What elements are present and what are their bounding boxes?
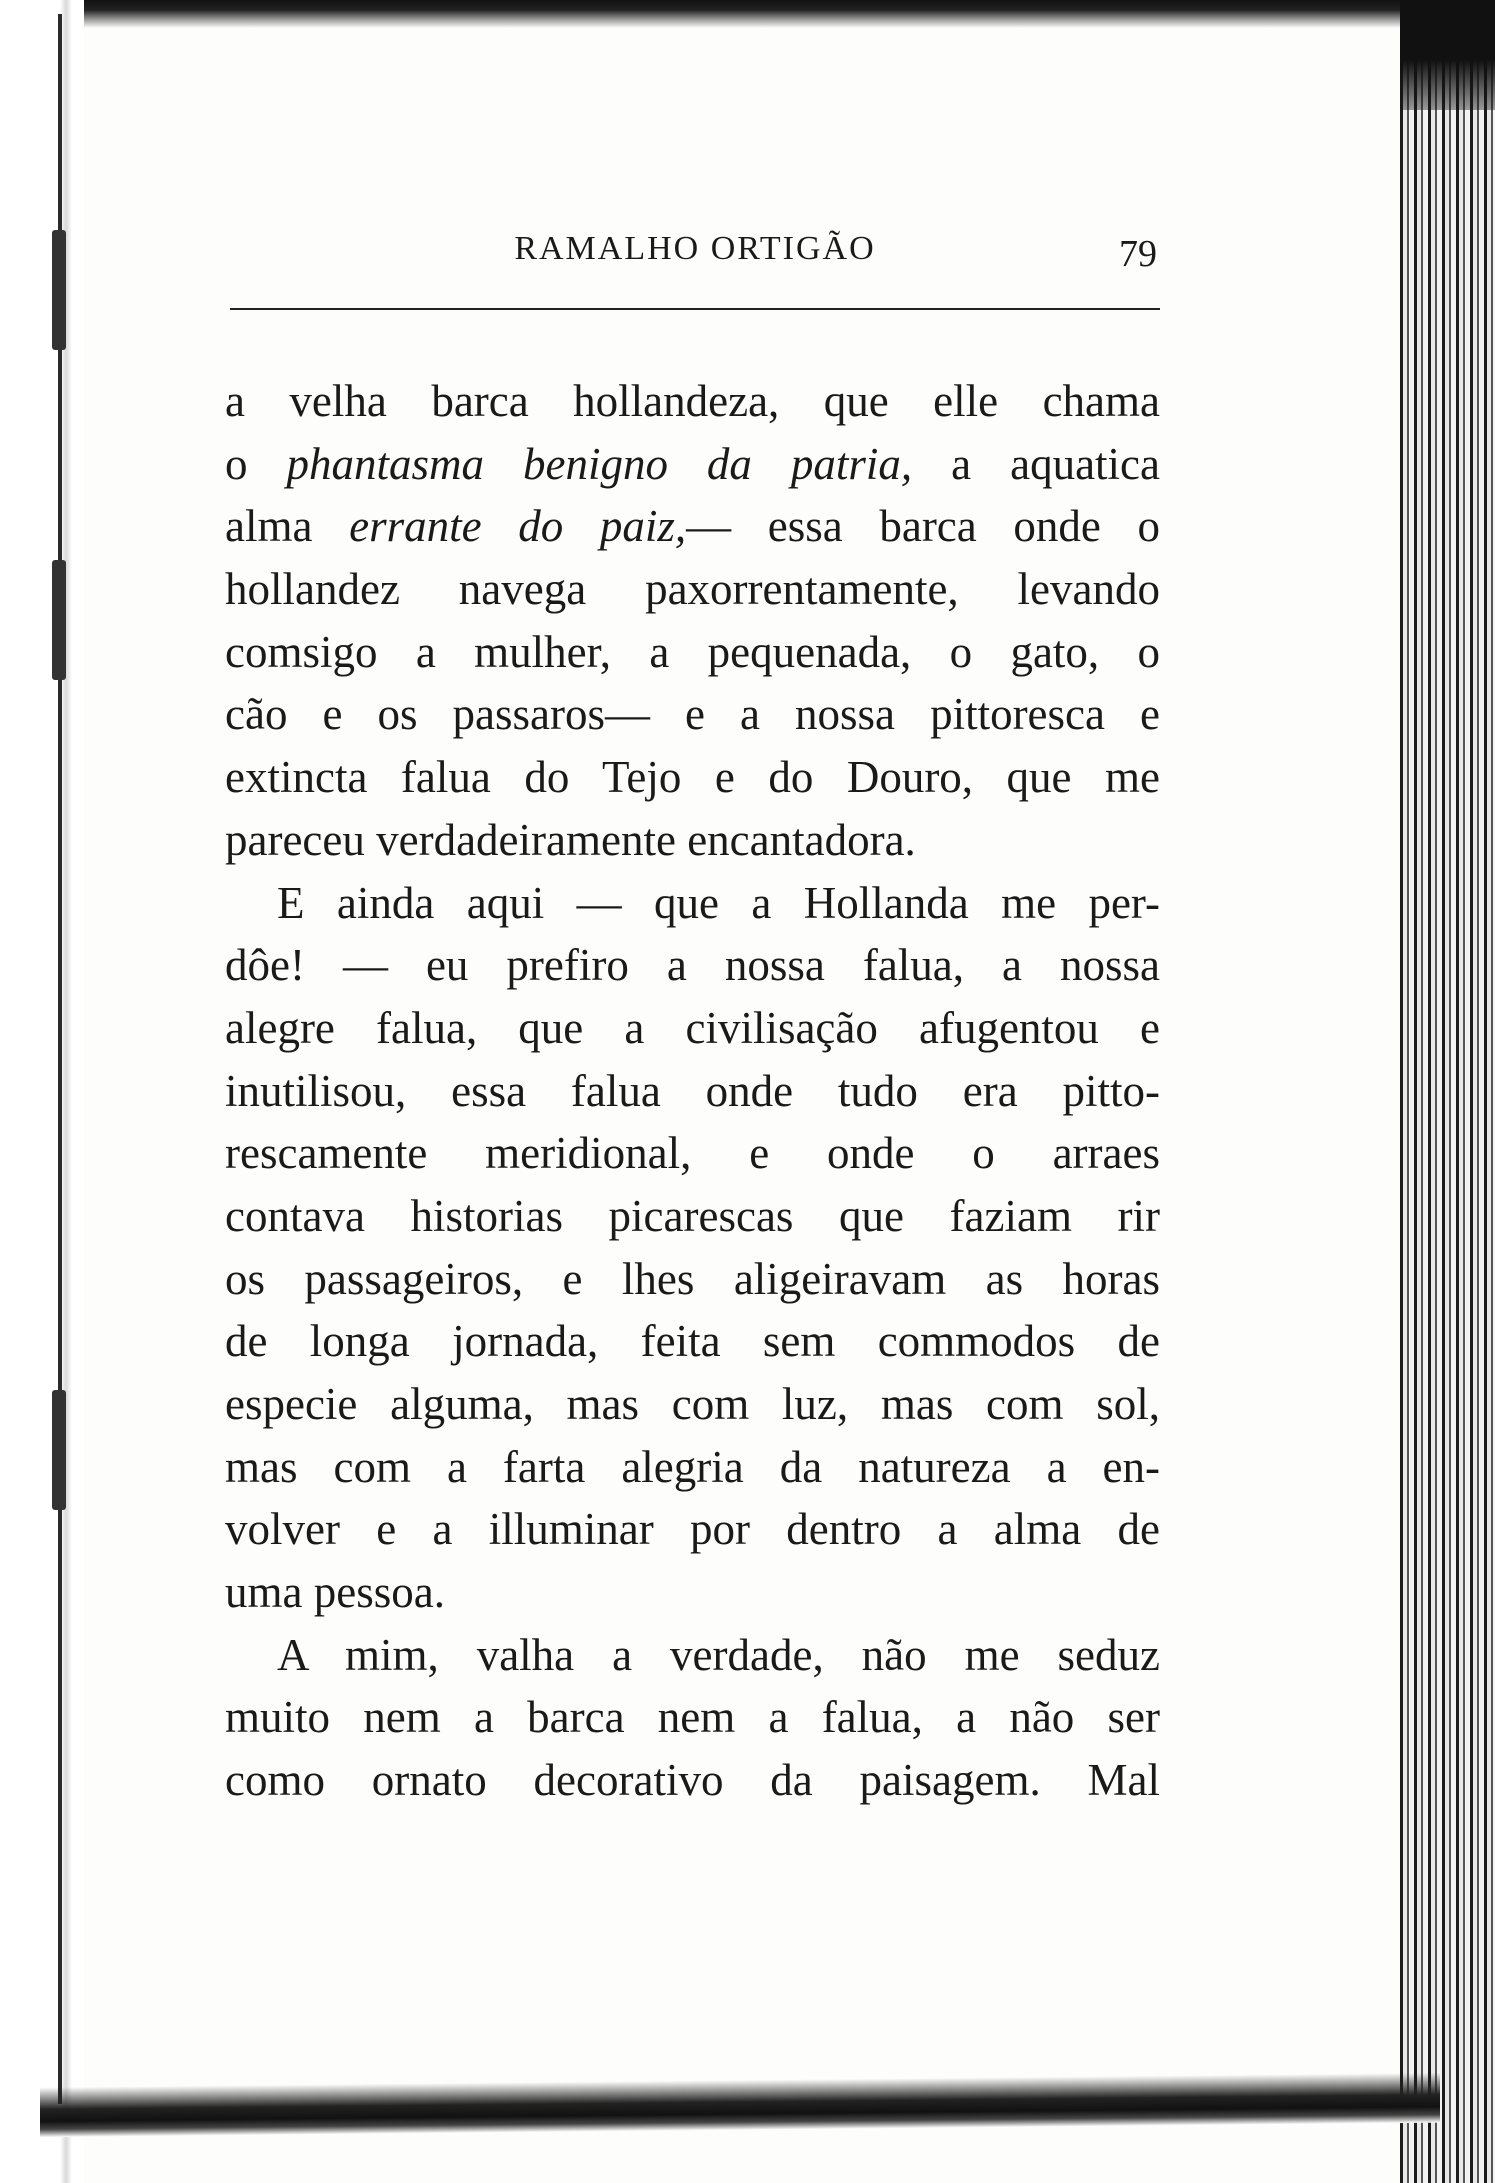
italic-text-segment: phantasma benigno da patria,: [286, 438, 913, 489]
text-line: [225, 1498, 1160, 1561]
text-line: [225, 1185, 1160, 1248]
text-segment: alegre falua, que a civilisação afugentou e: [225, 1002, 1160, 1053]
text-segment: cão e os passaros— e a nossa pittoresca e: [225, 689, 1160, 740]
text-segment: a velha barca hollandeza, que elle chama: [225, 376, 1160, 426]
text-line: [225, 1122, 1160, 1185]
text-segment: especie alguma, mas com luz, mas com sol,: [225, 1379, 1160, 1429]
text-line: [225, 1686, 1160, 1749]
text-segment: E ainda aqui — que a Hollanda me per-: [277, 877, 1160, 928]
text-line: [225, 433, 1160, 496]
text-line: [225, 621, 1160, 684]
text-line: [225, 683, 1160, 746]
text-line: [225, 934, 1160, 997]
text-segment: hollandez navega paxorrentamente, levando: [225, 564, 1160, 615]
text-segment: extincta falua do Tejo e do Douro, que me: [225, 752, 1160, 803]
text-line: [225, 558, 1160, 621]
page-number: 79: [1119, 233, 1157, 275]
text-segment: comsigo a mulher, a pequenada, o gato, o: [225, 626, 1160, 677]
scan-left-mark: [52, 560, 66, 680]
text-line: [225, 370, 1160, 433]
scan-left-mark: [52, 1390, 66, 1510]
text-line: [225, 1624, 1160, 1687]
text-line: [225, 1310, 1160, 1373]
text-line: [225, 1248, 1160, 1311]
text-segment: a aquatica: [912, 438, 1160, 489]
text-segment: pareceu verdadeiramente encantadora.: [225, 814, 916, 865]
scan-bottom-border: [40, 2073, 1440, 2138]
scan-left-mark: [52, 230, 66, 350]
text-segment: volver e a illuminar por dentro a alma de: [225, 1504, 1160, 1555]
text-line: [225, 1749, 1160, 1812]
text-segment: mas com a farta alegria da natureza a en-: [225, 1441, 1160, 1492]
text-segment: alma: [225, 501, 350, 552]
italic-text-segment: errante do paiz,: [349, 501, 687, 552]
text-segment: os passageiros, e lhes aligeiravam as horas: [225, 1253, 1160, 1304]
text-line: [225, 746, 1160, 809]
text-segment: dôe! — eu prefiro a nossa falua, a nossa: [225, 940, 1160, 991]
scan-right-edge-shadow: [1400, 0, 1495, 110]
text-segment: rescamente meridional, e onde o arraes: [225, 1128, 1160, 1179]
text-segment: de longa jornada, feita sem commodos de: [225, 1316, 1160, 1367]
text-line: [225, 495, 1160, 558]
text-line: [225, 1060, 1160, 1123]
scan-top-border: [0, 0, 1420, 28]
text-segment: A mim, valha a verdade, não me seduz: [277, 1629, 1160, 1680]
text-segment: — essa barca onde o: [686, 501, 1160, 552]
text-segment: uma pessoa.: [225, 1567, 445, 1618]
text-segment: muito nem a barca nem a falua, a não ser: [225, 1692, 1160, 1743]
scan-right-page-edges: [1400, 0, 1495, 2183]
text-segment: inutilisou, essa falua onde tudo era pitto-: [225, 1065, 1160, 1116]
header-rule: [230, 308, 1160, 310]
text-line: [225, 1436, 1160, 1499]
running-title: RAMALHO ORTIGÃO: [514, 230, 876, 267]
text-line: [225, 1561, 1160, 1624]
text-line: [225, 872, 1160, 935]
text-line: [225, 997, 1160, 1060]
body-text: [225, 370, 1160, 1812]
text-line: [225, 809, 1160, 872]
text-segment: contava historias picarescas que faziam rir: [225, 1190, 1160, 1241]
scan-left-edge: [0, 0, 84, 2183]
text-segment: como ornato decorativo da paisagem. Mal: [225, 1755, 1160, 1806]
text-line: [225, 1373, 1160, 1436]
text-segment: o: [225, 438, 287, 489]
running-head: [225, 218, 1165, 288]
